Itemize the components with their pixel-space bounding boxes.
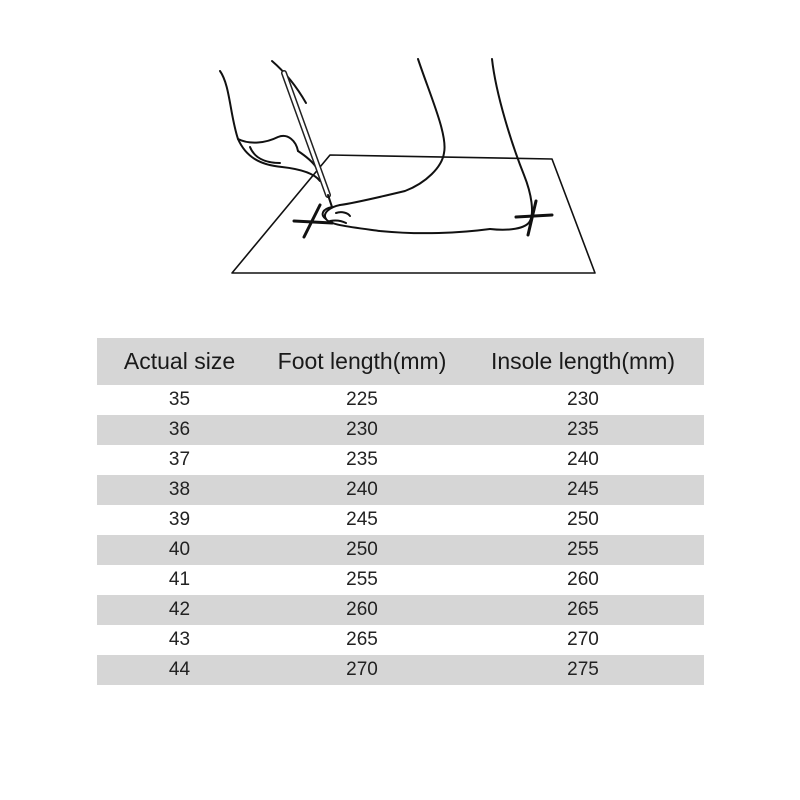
cell-insole-length: 275 xyxy=(462,655,704,685)
cell-insole-length: 270 xyxy=(567,629,599,650)
table-row xyxy=(97,505,704,535)
cell-foot-length: 255 xyxy=(346,569,378,590)
cell-foot-length: 250 xyxy=(262,535,462,565)
cell-foot-length: 265 xyxy=(346,629,378,650)
table-row xyxy=(97,535,704,565)
cell-foot-length: 230 xyxy=(262,415,462,445)
cell-foot-length: 235 xyxy=(346,449,378,470)
cell-actual-size: 40 xyxy=(97,535,262,565)
cell-foot-length: 225 xyxy=(346,389,378,410)
cell-actual-size: 44 xyxy=(97,655,262,685)
header-insole-length: Insole length(mm) xyxy=(462,338,704,385)
cell-actual-size: 36 xyxy=(97,415,262,445)
cell-insole-length: 250 xyxy=(567,509,599,530)
cell-insole-length: 245 xyxy=(462,475,704,505)
cell-insole-length: 240 xyxy=(567,449,599,470)
foot-measuring-illustration-icon xyxy=(190,45,620,315)
table-row xyxy=(97,385,704,415)
cell-foot-length: 240 xyxy=(262,475,462,505)
table-row xyxy=(97,595,704,625)
cell-actual-size: 38 xyxy=(97,475,262,505)
foot-measuring-illustration xyxy=(190,45,620,315)
cell-actual-size: 42 xyxy=(97,595,262,625)
cell-actual-size: 37 xyxy=(168,449,191,470)
table-header-row xyxy=(97,338,704,385)
cell-actual-size: 39 xyxy=(168,509,191,530)
table-row xyxy=(97,565,704,595)
cell-foot-length: 245 xyxy=(346,509,378,530)
header-foot-length: Foot length(mm) xyxy=(262,338,462,385)
table-row xyxy=(97,445,704,475)
cell-insole-length: 235 xyxy=(462,415,704,445)
cell-insole-length: 260 xyxy=(567,569,599,590)
table-row xyxy=(97,415,704,445)
cell-actual-size: 43 xyxy=(168,629,191,650)
size-chart-table xyxy=(97,338,704,685)
table-row xyxy=(97,625,704,655)
cell-insole-length: 255 xyxy=(462,535,704,565)
cell-foot-length: 260 xyxy=(262,595,462,625)
cell-actual-size: 41 xyxy=(168,569,191,590)
table-row xyxy=(97,475,704,505)
cell-insole-length: 265 xyxy=(462,595,704,625)
cell-insole-length: 230 xyxy=(567,389,599,410)
cell-actual-size: 35 xyxy=(168,389,191,410)
header-actual-size: Actual size xyxy=(97,338,262,385)
cell-foot-length: 270 xyxy=(262,655,462,685)
table-row xyxy=(97,655,704,685)
